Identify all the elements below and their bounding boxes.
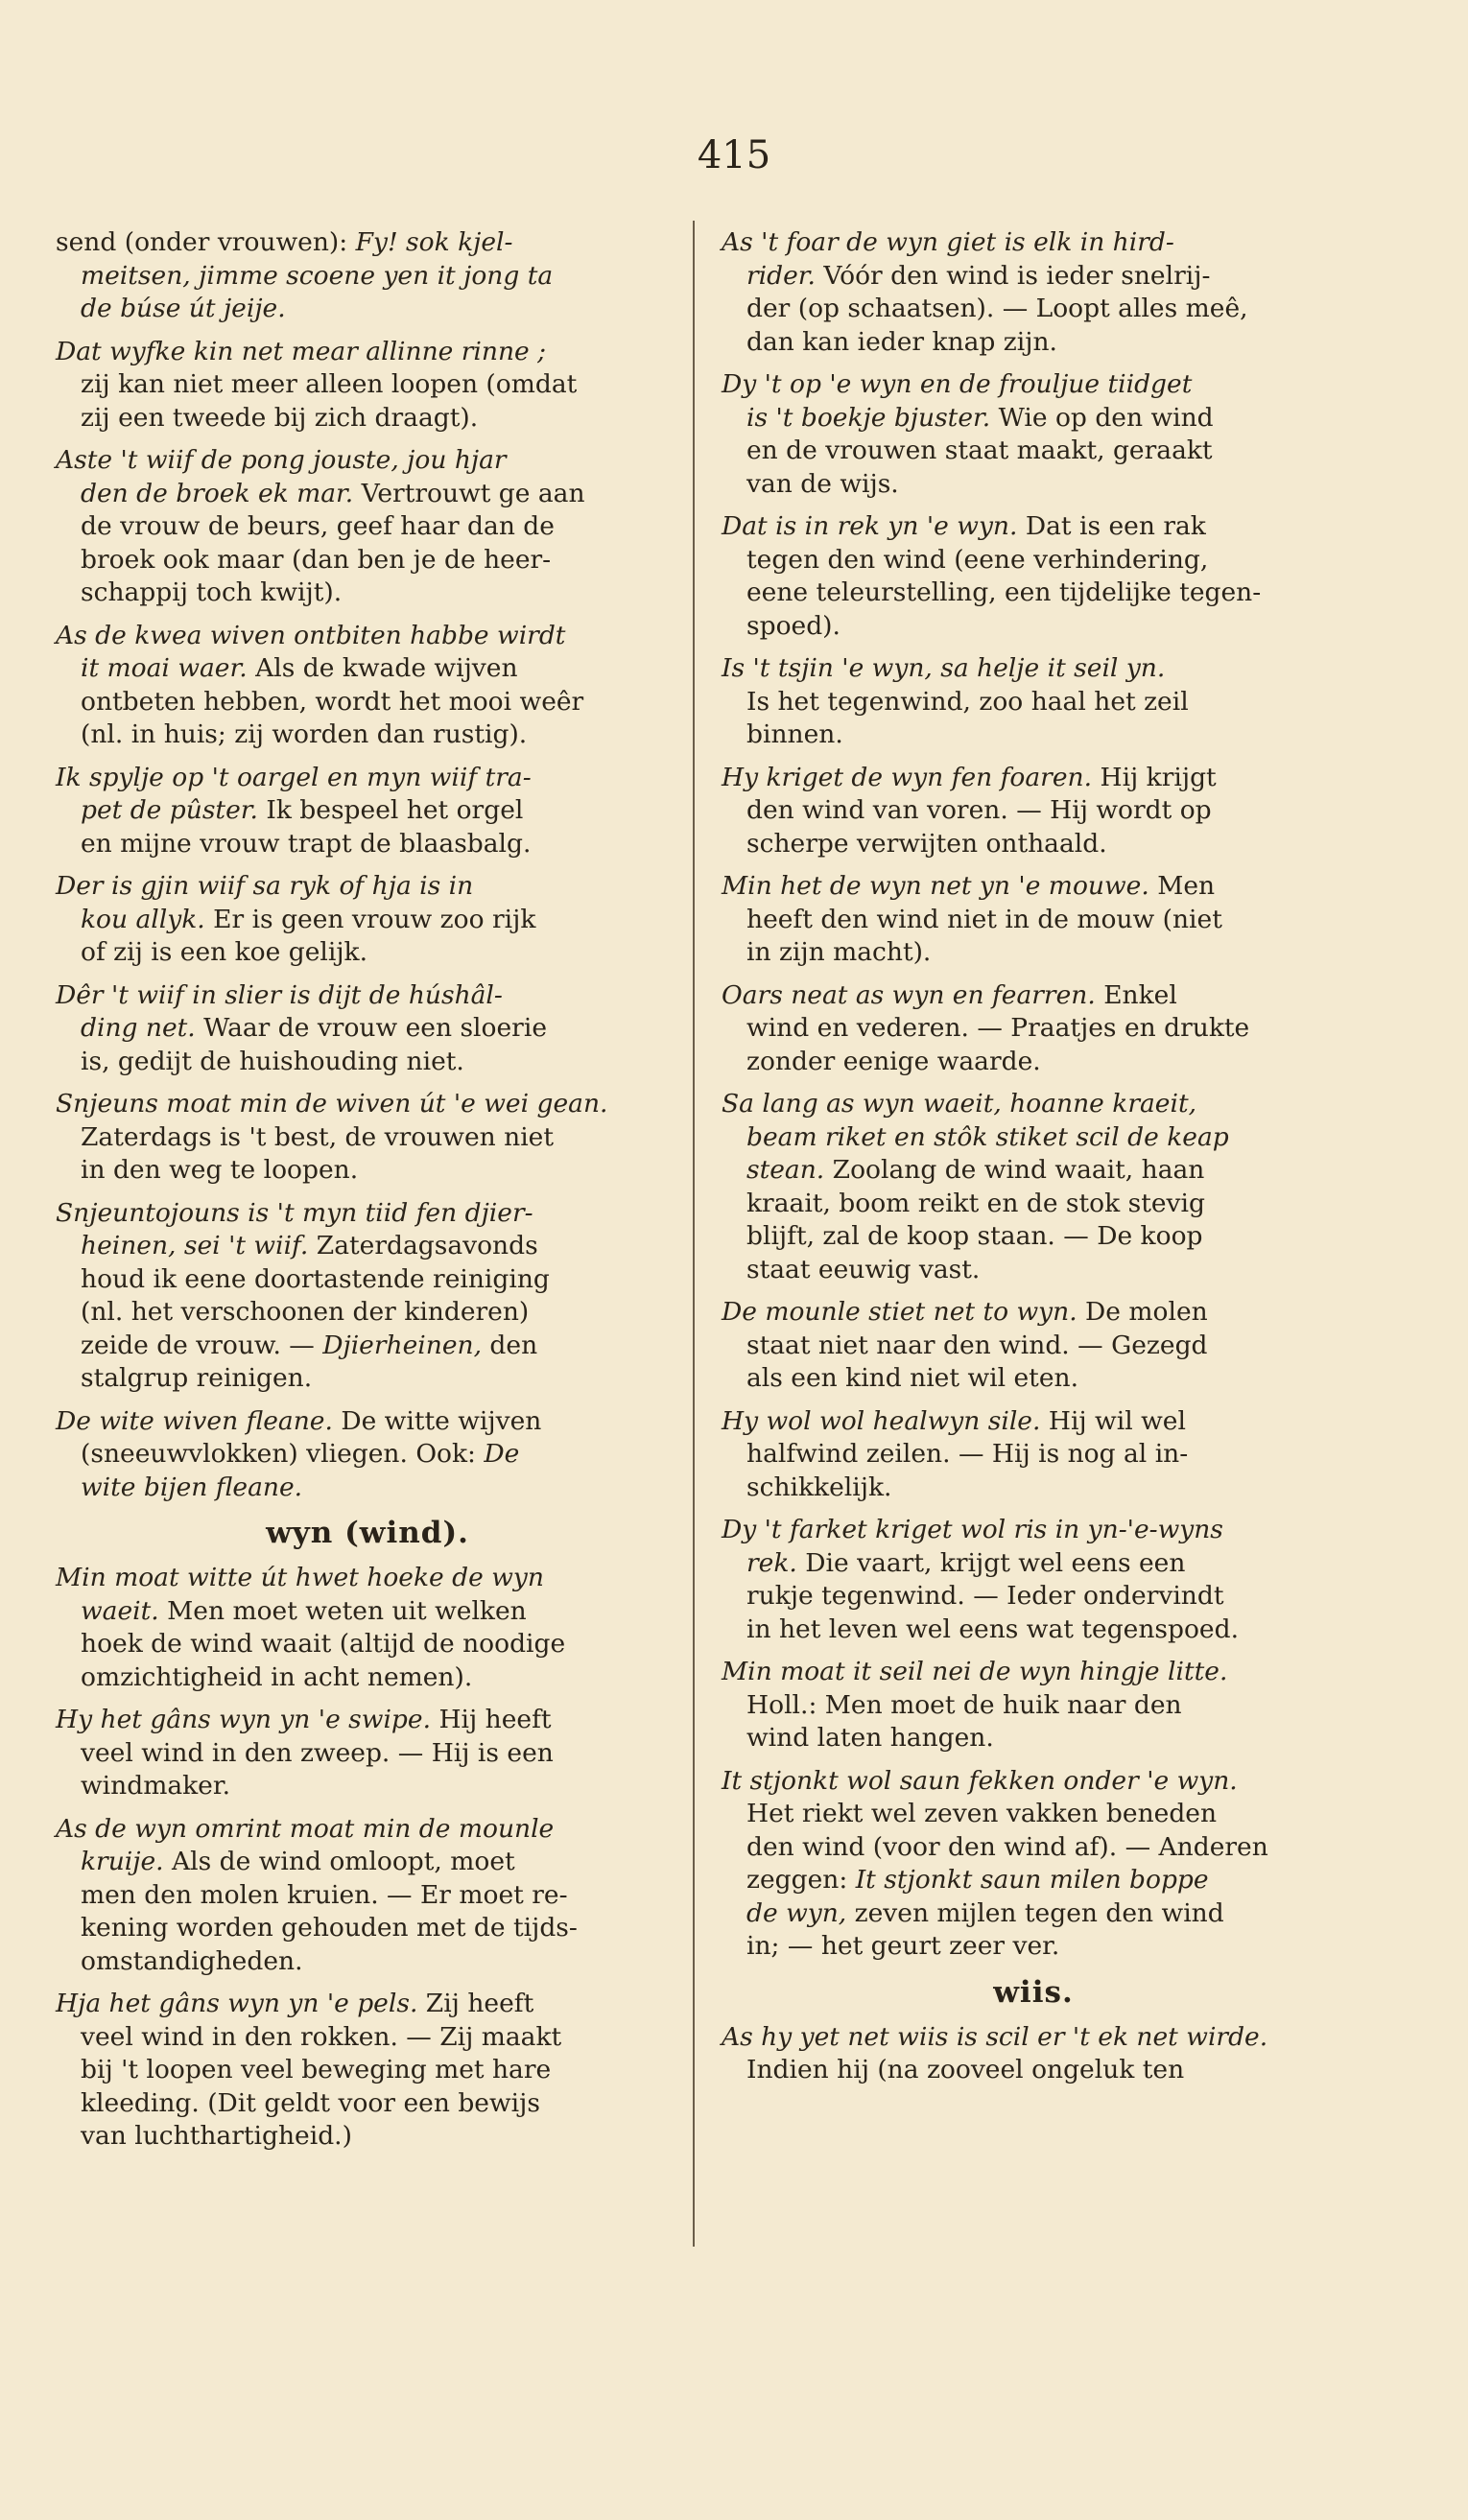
dutch-text: stalgrup reinigen. bbox=[81, 1363, 313, 1393]
proverb-entry bbox=[56, 979, 679, 1079]
right-column bbox=[722, 226, 1345, 2097]
text-line bbox=[722, 577, 1345, 610]
dutch-text: Is het tegenwind, zoo haal het zeil bbox=[746, 686, 1189, 717]
dutch-text: der (op schaatsen). — Loopt alles meê, bbox=[746, 294, 1248, 323]
dutch-text: Zij heeft bbox=[417, 1989, 534, 2018]
dutch-text: zij een tweede bij zich draagt). bbox=[81, 402, 479, 433]
text-line bbox=[56, 1121, 679, 1155]
text-line bbox=[56, 368, 679, 402]
text-line bbox=[56, 478, 679, 511]
text-line bbox=[722, 1220, 1345, 1254]
text-line bbox=[722, 402, 1345, 436]
right-entries-b bbox=[722, 2021, 1345, 2087]
text-line bbox=[56, 904, 679, 937]
frisian-phrase: beam riket en stôk stiket scil de keap bbox=[746, 1121, 1229, 1152]
dutch-text: is, gedijt de huishouding niet. bbox=[81, 1046, 464, 1076]
text-line bbox=[56, 444, 679, 478]
text-line bbox=[56, 1230, 679, 1263]
frisian-phrase: Ik spylje op 't oargel en myn wiif tra- bbox=[56, 762, 532, 792]
proverb-entry bbox=[56, 444, 679, 610]
proverb-entry bbox=[56, 762, 679, 861]
text-line bbox=[722, 1154, 1345, 1188]
dutch-text: eene teleurstelling, een tijdelijke tegen- bbox=[746, 577, 1262, 607]
proverb-entry bbox=[56, 226, 679, 326]
text-line bbox=[56, 794, 679, 828]
dutch-text: halfwind zeilen. — Hij is nog al in- bbox=[746, 1439, 1189, 1469]
frisian-phrase: Sa lang as wyn waeit, hoanne kraeit, bbox=[722, 1089, 1197, 1119]
dutch-text: den bbox=[482, 1330, 538, 1360]
dutch-text: in het leven wel eens wat tegenspoed. bbox=[746, 1613, 1239, 1644]
dutch-text: broek ook maar (dan ben je de heer- bbox=[81, 544, 552, 575]
dutch-text: windmaker. bbox=[81, 1771, 231, 1801]
proverb-entry bbox=[56, 1405, 679, 1505]
section-heading-wyn: wyn (wind). bbox=[266, 1516, 469, 1550]
text-line bbox=[722, 610, 1345, 644]
text-line bbox=[722, 1864, 1345, 1897]
dutch-text: Hij wil wel bbox=[1040, 1405, 1186, 1436]
frisian-phrase: De mounle stiet net to wyn. bbox=[722, 1297, 1077, 1327]
dutch-text: Er is geen vrouw zoo rijk bbox=[204, 904, 536, 934]
text-line bbox=[722, 1438, 1345, 1472]
text-line bbox=[722, 870, 1345, 904]
text-line bbox=[56, 686, 679, 719]
frisian-phrase: Min moat it seil nei de wyn hingje litte. bbox=[722, 1657, 1228, 1686]
frisian-phrase: rek. bbox=[746, 1547, 797, 1578]
text-line bbox=[722, 260, 1345, 294]
proverb-entry bbox=[56, 1562, 679, 1694]
page-number: 415 bbox=[697, 133, 771, 177]
proverb-entry bbox=[56, 1988, 679, 2154]
dutch-text: ontbeten hebben, wordt het mooi weêr bbox=[81, 686, 584, 717]
dutch-text: Hij heeft bbox=[431, 1705, 552, 1734]
dutch-text: kening worden gehouden met de tijds- bbox=[81, 1913, 578, 1943]
text-line bbox=[722, 936, 1345, 970]
frisian-phrase: Dêr 't wiif in slier is dijt de húshâl- bbox=[56, 979, 503, 1010]
text-line bbox=[722, 468, 1345, 502]
frisian-phrase: meitsen, jimme scoene yen it jong ta bbox=[81, 260, 554, 291]
text-line bbox=[722, 828, 1345, 861]
text-line bbox=[56, 577, 679, 610]
text-line bbox=[722, 1547, 1345, 1581]
dutch-text: zij kan niet meer alleen loopen (omdat bbox=[81, 369, 578, 399]
text-line bbox=[56, 652, 679, 686]
dutch-text: veel wind in den zweep. — Hij is een bbox=[81, 1737, 554, 1768]
frisian-phrase: de búse út jeije. bbox=[81, 294, 286, 323]
frisian-phrase: is 't boekje bjuster. bbox=[746, 402, 991, 433]
dutch-text: zeide de vrouw. — bbox=[81, 1330, 323, 1360]
proverb-entry bbox=[722, 226, 1345, 359]
dutch-text: omzichtigheid in acht nemen). bbox=[81, 1661, 473, 1692]
text-line bbox=[722, 652, 1345, 686]
text-line bbox=[722, 2021, 1345, 2055]
dutch-text: (nl. het verschoonen der kinderen) bbox=[81, 1297, 530, 1327]
text-line bbox=[56, 979, 679, 1013]
dutch-text: Zaterdags is 't best, de vrouwen niet bbox=[81, 1121, 555, 1152]
text-line bbox=[56, 402, 679, 436]
frisian-phrase: Hy kriget de wyn fen foaren. bbox=[722, 762, 1093, 792]
dutch-text: wind en vederen. — Praatjes en drukte bbox=[746, 1013, 1250, 1043]
text-line bbox=[56, 1988, 679, 2021]
text-line bbox=[56, 828, 679, 861]
column-divider bbox=[693, 221, 695, 2247]
dutch-text: Waar de vrouw een sloerie bbox=[195, 1013, 547, 1043]
proverb-entry bbox=[722, 1656, 1345, 1755]
left-column bbox=[56, 226, 679, 2163]
proverb-entry bbox=[722, 762, 1345, 861]
dutch-text: dan kan ieder knap zijn. bbox=[746, 326, 1057, 357]
dutch-text: (nl. in huis; zij worden dan rustig). bbox=[81, 719, 528, 749]
text-line bbox=[722, 1689, 1345, 1723]
frisian-phrase: Djierheinen, bbox=[322, 1330, 482, 1360]
dutch-text: wind laten hangen. bbox=[746, 1723, 994, 1753]
dutch-text: Holl.: Men moet de huik naar den bbox=[746, 1689, 1182, 1720]
proverb-entry bbox=[722, 368, 1345, 501]
text-line bbox=[56, 1846, 679, 1879]
text-line bbox=[56, 260, 679, 294]
dutch-text: Wie op den wind bbox=[990, 402, 1214, 433]
text-line bbox=[722, 1088, 1345, 1121]
frisian-phrase: waeit. bbox=[81, 1595, 159, 1626]
text-line bbox=[56, 1362, 679, 1396]
text-line bbox=[56, 1737, 679, 1771]
text-line bbox=[56, 936, 679, 970]
proverb-entry bbox=[56, 1813, 679, 1979]
dutch-text: zonder eenige waarde. bbox=[746, 1046, 1041, 1076]
text-line bbox=[56, 1330, 679, 1363]
text-line bbox=[56, 620, 679, 653]
text-line bbox=[722, 1798, 1345, 1831]
text-line bbox=[722, 2054, 1345, 2087]
text-line bbox=[56, 870, 679, 904]
dutch-text: als een kind niet wil eten. bbox=[746, 1363, 1079, 1393]
dutch-text: heeft den wind niet in de mouw (niet bbox=[746, 904, 1222, 934]
dutch-text: Vertrouwt ge aan bbox=[353, 478, 585, 508]
text-line bbox=[722, 1296, 1345, 1330]
text-line bbox=[56, 1661, 679, 1695]
dutch-text: Dat is een rak bbox=[1017, 511, 1206, 541]
text-line bbox=[722, 368, 1345, 402]
frisian-phrase: As de kwea wiven ontbiten habbe wirdt bbox=[56, 620, 566, 650]
dutch-text: spoed). bbox=[746, 610, 841, 641]
dutch-text: staat eeuwig vast. bbox=[746, 1254, 981, 1284]
text-line bbox=[722, 1580, 1345, 1613]
dutch-text: van luchthartigheid.) bbox=[81, 2121, 352, 2151]
frisian-phrase: Snjeuns moat min de wiven út 'e wei gean. bbox=[56, 1089, 608, 1119]
left-entries-b bbox=[56, 1562, 679, 2154]
frisian-phrase: It stjonkt saun milen boppe bbox=[855, 1865, 1209, 1895]
proverb-entry bbox=[56, 620, 679, 752]
text-line bbox=[56, 510, 679, 544]
text-line bbox=[56, 2021, 679, 2055]
dutch-text: zeven mijlen tegen den wind bbox=[846, 1897, 1224, 1928]
dutch-text: Men bbox=[1148, 871, 1216, 901]
proverb-entry bbox=[722, 1088, 1345, 1286]
frisian-phrase: Hja het gâns wyn yn 'e pels. bbox=[56, 1989, 418, 2018]
dutch-text: Die vaart, krijgt wel eens een bbox=[796, 1547, 1186, 1578]
text-line bbox=[722, 1472, 1345, 1505]
section-heading-wiis: wiis. bbox=[993, 1974, 1074, 2010]
proverb-entry bbox=[722, 870, 1345, 970]
proverb-entry bbox=[56, 870, 679, 970]
dutch-text: tegen den wind (eene verhindering, bbox=[746, 544, 1209, 575]
frisian-phrase: Min het de wyn net yn 'e mouwe. bbox=[722, 871, 1149, 901]
frisian-phrase: wite bijen fleane. bbox=[81, 1472, 303, 1502]
frisian-phrase: Der is gjin wiif sa ryk of hja is in bbox=[56, 871, 474, 901]
frisian-phrase: kou allyk. bbox=[81, 904, 205, 934]
text-line bbox=[722, 1188, 1345, 1221]
dutch-text: rukje tegenwind. — Ieder ondervindt bbox=[746, 1581, 1224, 1611]
text-line bbox=[56, 1046, 679, 1079]
text-line bbox=[56, 1405, 679, 1439]
frisian-phrase: Is 't tsjin 'e wyn, sa helje it seil yn. bbox=[722, 653, 1166, 683]
frisian-phrase: Dy 't op 'e wyn en de frouljue tiidget bbox=[722, 369, 1193, 399]
dutch-text: veel wind in den rokken. — Zij maakt bbox=[81, 2021, 562, 2052]
text-line bbox=[56, 1704, 679, 1737]
frisian-phrase: rider. bbox=[746, 260, 816, 291]
dutch-text: en de vrouwen staat maakt, geraakt bbox=[746, 436, 1213, 465]
dutch-text: send (onder vrouwen): bbox=[56, 227, 356, 257]
frisian-phrase: pet de pûster. bbox=[81, 795, 258, 825]
dutch-text: of zij is een koe gelijk. bbox=[81, 937, 368, 967]
text-line bbox=[56, 336, 679, 369]
frisian-phrase: As 't foar de wyn giet is elk in hird- bbox=[722, 227, 1174, 257]
frisian-phrase: de wyn, bbox=[746, 1897, 847, 1928]
text-line bbox=[56, 1197, 679, 1231]
proverb-entry bbox=[56, 336, 679, 436]
text-line bbox=[722, 1656, 1345, 1689]
text-line bbox=[722, 1930, 1345, 1964]
dutch-text: Zaterdagsavonds bbox=[308, 1231, 538, 1260]
dutch-text: hoek de wind waait (altijd de noodige bbox=[81, 1629, 566, 1659]
dutch-text: den wind (voor den wind af). — Anderen bbox=[746, 1831, 1268, 1862]
frisian-phrase: ding net. bbox=[81, 1013, 196, 1043]
text-line bbox=[722, 435, 1345, 468]
proverb-entry bbox=[722, 510, 1345, 643]
text-line bbox=[722, 762, 1345, 795]
dutch-text: omstandigheden. bbox=[81, 1945, 303, 1976]
proverb-entry bbox=[722, 979, 1345, 1079]
text-line bbox=[56, 1595, 679, 1629]
text-line bbox=[722, 1362, 1345, 1396]
text-line bbox=[56, 1562, 679, 1595]
text-line bbox=[56, 1154, 679, 1188]
right-entries-a bbox=[722, 226, 1345, 1964]
frisian-phrase: Fy! sok kjel- bbox=[355, 227, 513, 257]
text-line bbox=[722, 1012, 1345, 1046]
frisian-phrase: Min moat witte út hwet hoeke de wyn bbox=[56, 1563, 544, 1592]
text-line bbox=[56, 293, 679, 326]
dutch-text: Als de wind omloopt, moet bbox=[163, 1847, 515, 1876]
frisian-phrase: heinen, sei 't wiif. bbox=[81, 1231, 309, 1260]
frisian-phrase: Snjeuntojouns is 't myn tiid fen djier- bbox=[56, 1197, 533, 1228]
dutch-text: Hij krijgt bbox=[1092, 762, 1217, 792]
text-line bbox=[56, 1012, 679, 1046]
dutch-text: in zijn macht). bbox=[746, 937, 932, 967]
text-line bbox=[722, 1121, 1345, 1155]
text-line bbox=[722, 226, 1345, 260]
dutch-text: kleeding. (Dit geldt voor een bewijs bbox=[81, 2087, 540, 2118]
text-line bbox=[722, 686, 1345, 719]
text-line bbox=[56, 1879, 679, 1913]
text-line bbox=[56, 1438, 679, 1472]
proverb-entry bbox=[722, 1765, 1345, 1964]
text-line bbox=[56, 1912, 679, 1945]
text-line bbox=[722, 904, 1345, 937]
frisian-phrase: Oars neat as wyn en fearren. bbox=[722, 979, 1096, 1010]
text-line bbox=[56, 1088, 679, 1121]
text-line bbox=[56, 2087, 679, 2121]
text-line bbox=[722, 1831, 1345, 1865]
frisian-phrase: Aste 't wiif de pong jouste, jou hjar bbox=[56, 445, 507, 475]
dutch-text: binnen. bbox=[746, 719, 843, 749]
text-line bbox=[722, 326, 1345, 360]
left-entries-a bbox=[56, 226, 679, 1504]
frisian-phrase: Dy 't farket kriget wol ris in yn-'e-wyns bbox=[722, 1515, 1223, 1544]
proverb-entry bbox=[722, 1405, 1345, 1505]
proverb-entry bbox=[722, 2021, 1345, 2087]
dutch-text: en mijne vrouw trapt de blaasbalg. bbox=[81, 828, 532, 859]
text-line bbox=[722, 1613, 1345, 1647]
frisian-phrase: De wite wiven fleane. bbox=[56, 1405, 333, 1436]
text-line bbox=[56, 1296, 679, 1330]
text-line bbox=[56, 1945, 679, 1979]
text-line bbox=[722, 1897, 1345, 1931]
frisian-phrase: As de wyn omrint moat min de mounle bbox=[56, 1813, 555, 1844]
text-line bbox=[722, 1405, 1345, 1439]
frisian-phrase: De bbox=[484, 1439, 520, 1469]
dutch-text: de vrouw de beurs, geef haar dan de bbox=[81, 511, 555, 541]
text-line bbox=[56, 544, 679, 577]
frisian-phrase: it moai waer. bbox=[81, 653, 248, 683]
text-line bbox=[722, 794, 1345, 828]
frisian-phrase: Dat is in rek yn 'e wyn. bbox=[722, 511, 1018, 541]
frisian-phrase: stean. bbox=[746, 1155, 825, 1185]
frisian-phrase: Hy het gâns wyn yn 'e swipe. bbox=[56, 1705, 432, 1734]
proverb-entry bbox=[722, 652, 1345, 752]
frisian-phrase: Hy wol wol healwyn sile. bbox=[722, 1405, 1041, 1436]
dutch-text: Vóór den wind is ieder snelrij- bbox=[815, 260, 1211, 291]
frisian-phrase: den de broek ek mar. bbox=[81, 478, 354, 508]
proverb-entry bbox=[56, 1088, 679, 1188]
dutch-text: Enkel bbox=[1095, 979, 1177, 1010]
dutch-text: men den molen kruien. — Er moet re- bbox=[81, 1879, 568, 1910]
dutch-text: blijft, zal de koop staan. — De koop bbox=[746, 1221, 1203, 1251]
text-line bbox=[722, 1254, 1345, 1287]
text-line bbox=[722, 1722, 1345, 1755]
text-line bbox=[56, 1813, 679, 1847]
proverb-entry bbox=[722, 1296, 1345, 1396]
dutch-text: (sneeuwvlokken) vliegen. Ook: bbox=[81, 1439, 485, 1469]
frisian-phrase: kruije. bbox=[81, 1847, 164, 1876]
dutch-text: Zoolang de wind waait, haan bbox=[824, 1155, 1205, 1185]
frisian-phrase: Dat wyfke kin net mear allinne rinne ; bbox=[56, 336, 547, 366]
dutch-text: Indien hij (na zooveel ongeluk ten bbox=[746, 2055, 1185, 2084]
text-line bbox=[56, 1472, 679, 1505]
text-line bbox=[722, 544, 1345, 577]
text-line bbox=[722, 718, 1345, 752]
text-line bbox=[722, 1765, 1345, 1799]
dutch-text: kraait, boom reikt en de stok stevig bbox=[746, 1188, 1205, 1218]
text-line bbox=[722, 1514, 1345, 1547]
text-line bbox=[722, 979, 1345, 1013]
dutch-text: zeggen: bbox=[746, 1865, 856, 1895]
text-line bbox=[722, 510, 1345, 544]
text-line bbox=[56, 718, 679, 752]
text-line bbox=[56, 2054, 679, 2087]
proverb-entry bbox=[56, 1197, 679, 1396]
text-line bbox=[722, 1330, 1345, 1363]
dutch-text: in; — het geurt zeer ver. bbox=[746, 1931, 1060, 1961]
dutch-text: scherpe verwijten onthaald. bbox=[746, 828, 1107, 859]
dutch-text: Men moet weten uit welken bbox=[158, 1595, 527, 1626]
dutch-text: schappij toch kwijt). bbox=[81, 577, 343, 607]
dutch-text: De witte wijven bbox=[332, 1405, 542, 1436]
dutch-text: van de wijs. bbox=[746, 468, 899, 499]
text-line bbox=[56, 762, 679, 795]
frisian-phrase: As hy yet net wiis is scil er 't ek net wirde. bbox=[722, 2021, 1268, 2052]
dutch-text: De molen bbox=[1077, 1297, 1208, 1327]
dutch-text: Als de kwade wijven bbox=[247, 653, 518, 683]
dutch-text: bij 't loopen veel beweging met hare bbox=[81, 2055, 552, 2084]
frisian-phrase: It stjonkt wol saun fekken onder 'e wyn. bbox=[722, 1765, 1238, 1796]
dutch-text: staat niet naar den wind. — Gezegd bbox=[746, 1330, 1208, 1360]
dutch-text: Ik bespeel het orgel bbox=[257, 795, 524, 825]
dutch-text: in den weg te loopen. bbox=[81, 1155, 359, 1185]
proverb-entry bbox=[722, 1514, 1345, 1646]
text-line bbox=[722, 1046, 1345, 1079]
dutch-text: schikkelijk. bbox=[746, 1472, 892, 1502]
dutch-text: den wind van voren. — Hij wordt op bbox=[746, 795, 1212, 825]
text-line bbox=[56, 1770, 679, 1803]
text-line bbox=[56, 226, 679, 260]
dutch-text: Het riekt wel zeven vakken beneden bbox=[746, 1799, 1218, 1828]
proverb-entry bbox=[56, 1704, 679, 1803]
text-line bbox=[56, 1628, 679, 1661]
text-line bbox=[722, 293, 1345, 326]
dutch-text: houd ik eene doortastende reiniging bbox=[81, 1263, 550, 1294]
text-line bbox=[56, 2120, 679, 2154]
text-line bbox=[56, 1263, 679, 1297]
